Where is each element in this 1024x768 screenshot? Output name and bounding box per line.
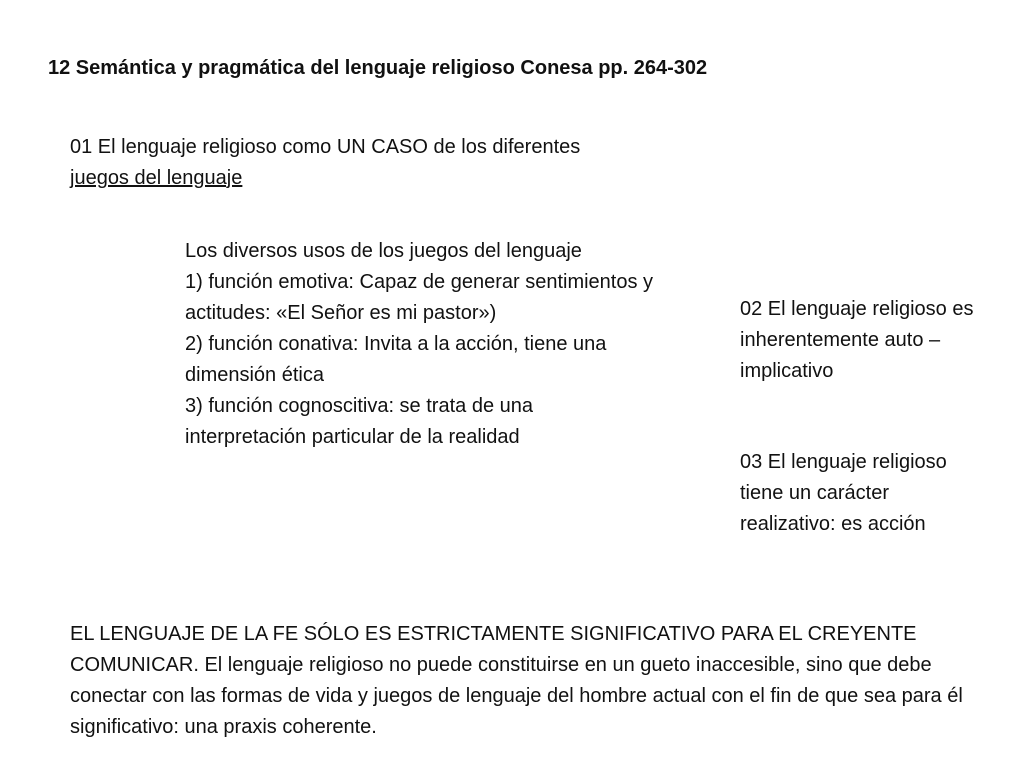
section-01-underlined-term: juegos del lenguaje bbox=[70, 167, 243, 189]
section-02-text: 02 El lenguaje religioso es inherentemente auto – implicativo bbox=[740, 298, 974, 382]
language-uses-heading: Los diversos usos de los juegos del lenguaje bbox=[185, 240, 582, 262]
section-01-text bbox=[70, 132, 610, 194]
section-03-text: 03 El lenguaje religioso tiene un carácter realizativo: es acción bbox=[740, 451, 947, 535]
slide-title: 12 Semántica y pragmática del lenguaje religioso Conesa pp. 264-302 bbox=[48, 57, 708, 79]
language-uses-block bbox=[185, 236, 655, 453]
conclusion-text: EL LENGUAJE DE LA FE SÓLO ES ESTRICTAMENTE SIGNIFICATIVO PARA EL CREYENTE COMUNICAR. El lenguaje religioso no puede constituirse en un gueto inaccesible, sino que debe conectar con las formas de vida y juegos de lenguaje del hombre actual con el fin de que sea para él significativo: una praxis coherente. bbox=[70, 623, 963, 738]
cognitive-function-item: 3) función cognoscitiva: se trata de una interpretación particular de la realidad bbox=[185, 395, 533, 448]
section-01-lead: 01 El lenguaje religioso como UN CASO de los diferentes bbox=[70, 136, 581, 158]
emotive-function-item: 1) función emotiva: Capaz de generar sentimientos y actitudes: «El Señor es mi pastor») bbox=[185, 271, 654, 324]
conative-function-item: 2) función conativa: Invita a la acción, tiene una dimensión ética bbox=[185, 333, 607, 386]
